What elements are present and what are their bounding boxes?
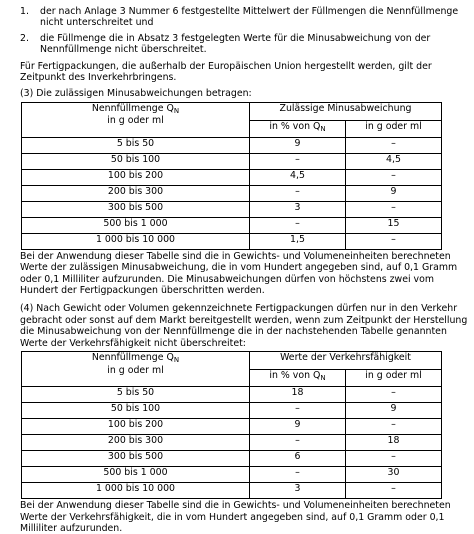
cell-gram: 18 — [346, 435, 442, 451]
header-nennfuellmenge — [22, 102, 250, 137]
cell-percent: 1,5 — [250, 233, 346, 249]
cell-gram: – — [346, 169, 442, 185]
cell-range: 100 bis 200 — [22, 169, 250, 185]
list-item-1 — [20, 6, 470, 29]
cell-range: 1 000 bis 10 000 — [22, 483, 250, 499]
list-number: 1. — [20, 6, 29, 17]
cell-gram: 9 — [346, 403, 442, 419]
cell-gram: 4,5 — [346, 153, 442, 169]
header-text: Nennfüllmenge Q — [91, 102, 174, 114]
cell-percent: – — [250, 217, 346, 233]
cell-gram: – — [346, 451, 442, 467]
cell-percent: 9 — [250, 137, 346, 153]
cell-range: 300 bis 500 — [22, 451, 250, 467]
list-text: der nach Anlage 3 Nummer 6 festgestellte Mittelwert der Füllmengen die Nennfüllmenge nicht unterschreitet und — [40, 6, 459, 29]
cell-gram: – — [346, 201, 442, 217]
header-percent — [250, 370, 346, 387]
cell-range: 200 bis 300 — [22, 435, 250, 451]
cell-percent: – — [250, 403, 346, 419]
table-row — [22, 137, 442, 153]
list-number: 2. — [20, 32, 29, 44]
table-row — [22, 451, 442, 467]
table-header-row — [22, 102, 442, 120]
cell-range: 500 bis 1 000 — [22, 467, 250, 483]
cell-percent: 9 — [250, 419, 346, 435]
cell-range: 500 bis 1 000 — [22, 217, 250, 233]
cell-range: 50 bis 100 — [22, 153, 250, 169]
section-3-note: Bei der Anwendung dieser Tabelle sind die in Gewichts- und Volumeneinheiten berechneten Werte der zulässigen Minusabweichung, die in vom Hundert angegeben sind, auf 0,1 Gramm oder 0,1 Milliliter aufzurunden. Die Minusabweichungen dürfen von höchstens zwei vom Hundert der Fertigpackungen überschritten werden. — [20, 250, 458, 297]
cell-percent: 18 — [250, 387, 346, 403]
header-group: Werte der Verkehrsfähigkeit — [250, 352, 442, 370]
table-header-row — [22, 352, 442, 370]
cell-range: 5 bis 50 — [22, 387, 250, 403]
header-group: Zulässige Minusabweichung — [250, 102, 442, 120]
header-gram: in g oder ml — [346, 120, 442, 137]
section-4-note: Bei der Anwendung dieser Tabelle sind die in Gewichts- und Volumeneinheiten berechneten Werte der Verkehrsfähigkeit, die in vom Hundert angegeben sind, auf 0,1 Gramm oder 0,1 Milliliter aufzurunden. — [20, 500, 451, 534]
header-subscript: N — [173, 356, 180, 365]
list-text: die Füllmenge die in Absatz 3 festgelegten Werte für die Minusabweichung von der Nennfüllmenge nicht überschreitet. — [40, 32, 431, 56]
cell-gram: – — [346, 137, 442, 153]
section-3-intro: (3) Die zulässigen Minusabweichungen betragen: — [20, 88, 252, 100]
table-minusabweichung — [21, 102, 442, 250]
cell-gram: – — [346, 419, 442, 435]
list-item-2 — [20, 33, 470, 56]
cell-percent: 3 — [250, 201, 346, 217]
table-row — [22, 233, 442, 249]
cell-range: 50 bis 100 — [22, 403, 250, 419]
paragraph-fertigpackungen: Für Fertigpackungen, die außerhalb der Europäischen Union hergestellt werden, gilt der Zeitpunkt des Inverkehrbringens. — [20, 60, 432, 84]
header-text: in % von Q — [269, 120, 321, 132]
table-row — [22, 153, 442, 169]
header-text: in % von Q — [269, 370, 321, 382]
section-4-intro: (4) Nach Gewicht oder Volumen gekennzeichnete Fertigpackungen dürfen nur in den Verkehr gebracht oder sonst auf dem Markt bereitgestellt werden, wenn zum Zeitpunkt der Herstellung die Minusabweichung von der Nennfüllmenge die in der nachstehenden Tabelle genannten Werte der Verkehrsfähigkeit nicht überschreitet: — [20, 303, 468, 349]
cell-percent: – — [250, 467, 346, 483]
table-row — [22, 387, 442, 403]
cell-gram: 30 — [346, 467, 442, 483]
cell-range: 5 bis 50 — [22, 137, 250, 153]
table-row — [22, 217, 442, 233]
cell-range: 1 000 bis 10 000 — [22, 233, 250, 249]
cell-percent: 3 — [250, 483, 346, 499]
cell-range: 300 bis 500 — [22, 201, 250, 217]
header-subscript: N — [173, 106, 180, 115]
cell-gram: – — [346, 483, 442, 499]
header-gram: in g oder ml — [346, 370, 442, 387]
cell-percent: 6 — [250, 451, 346, 467]
header-text: Nennfüllmenge Q — [91, 352, 174, 364]
table-row — [22, 185, 442, 201]
cell-range: 200 bis 300 — [22, 185, 250, 201]
cell-gram: – — [346, 387, 442, 403]
cell-gram: 9 — [346, 185, 442, 201]
cell-percent: – — [250, 435, 346, 451]
cell-percent: – — [250, 185, 346, 201]
cell-percent: 4,5 — [250, 169, 346, 185]
document-page — [20, 0, 470, 534]
table-row — [22, 467, 442, 483]
table-verkehrsfaehigkeit — [21, 351, 442, 499]
cell-gram: – — [346, 233, 442, 249]
table-row — [22, 435, 442, 451]
table-row — [22, 403, 442, 419]
table-row — [22, 419, 442, 435]
cell-range: 100 bis 200 — [22, 419, 250, 435]
cell-percent: – — [250, 153, 346, 169]
header-unit: in g oder ml — [107, 364, 164, 376]
header-unit: in g oder ml — [107, 115, 164, 127]
table-row — [22, 169, 442, 185]
header-percent — [250, 120, 346, 137]
header-nennfuellmenge — [22, 352, 250, 387]
header-subscript: N — [320, 374, 326, 383]
table-row — [22, 201, 442, 217]
header-subscript: N — [320, 124, 326, 133]
cell-gram: 15 — [346, 217, 442, 233]
